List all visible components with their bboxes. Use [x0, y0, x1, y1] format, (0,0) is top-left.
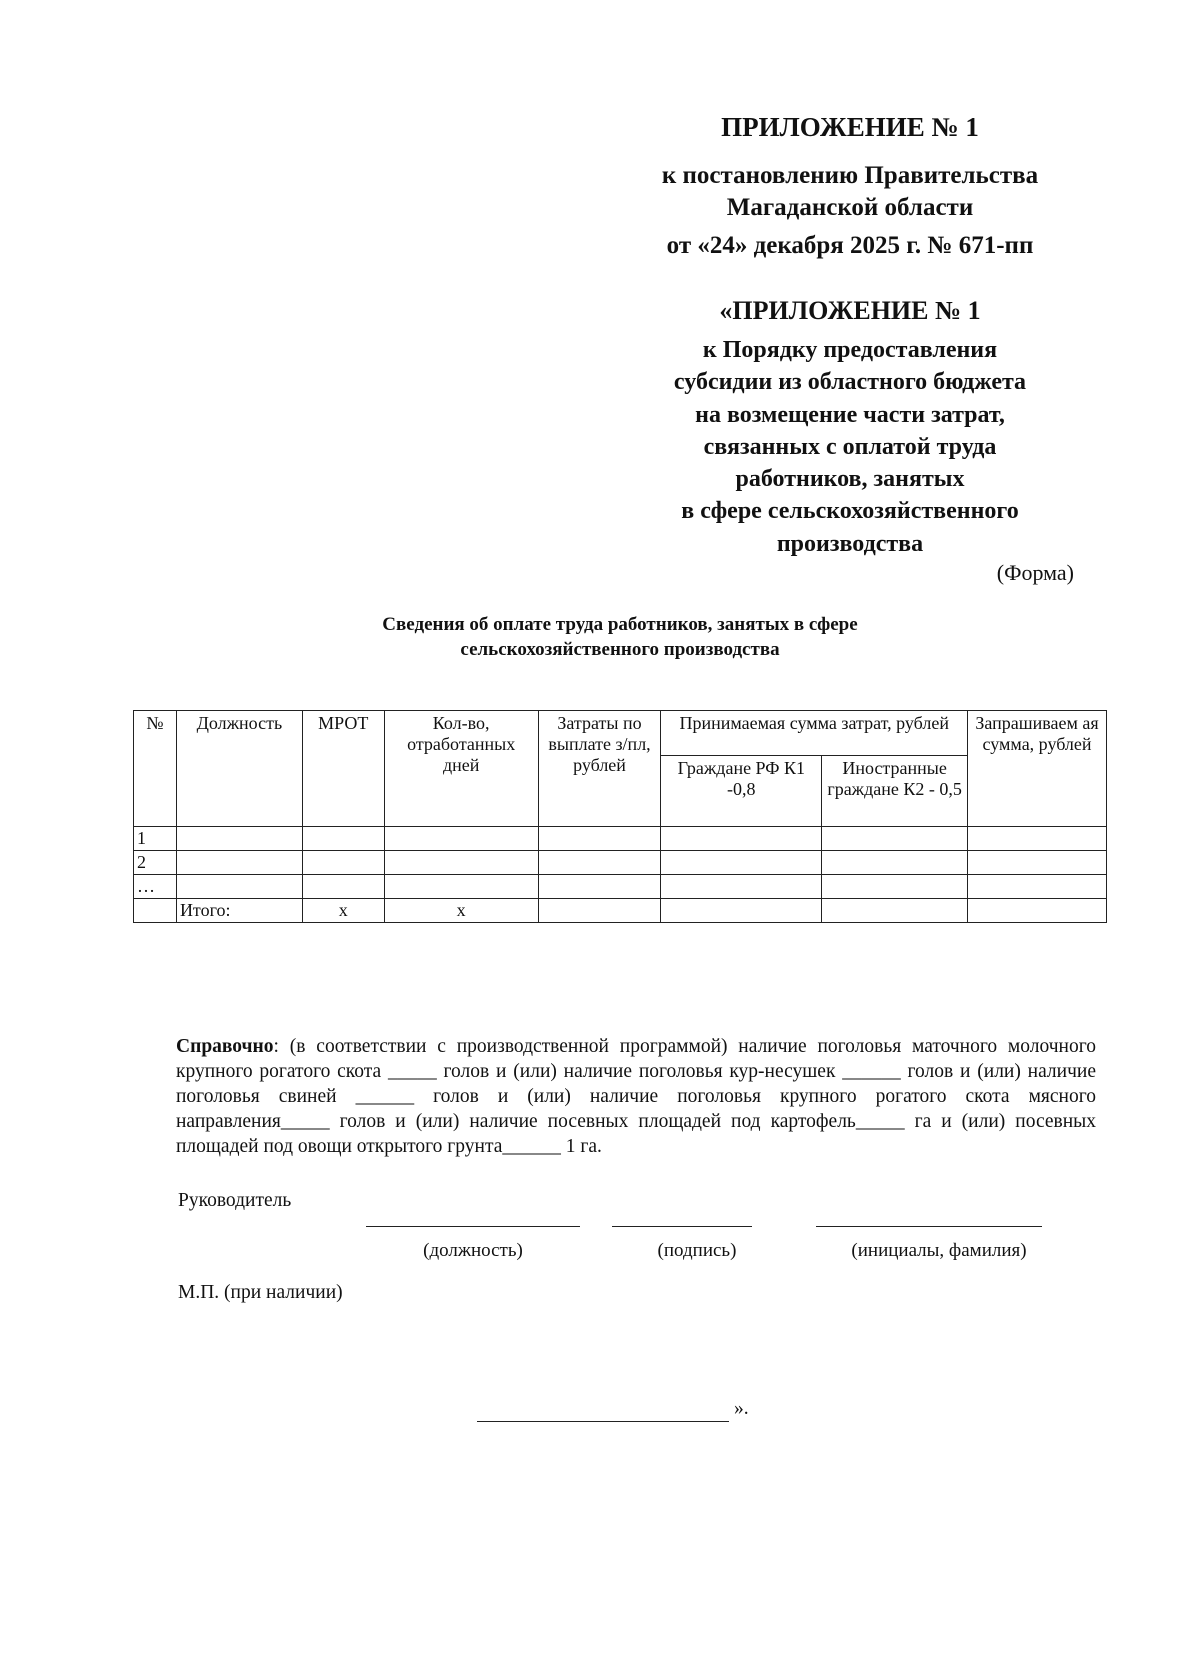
order-line: субсидии из областного бюджета: [673, 369, 1027, 396]
header-requested: Запрашиваем ая сумма, рублей: [968, 711, 1107, 827]
cell-num: 1: [134, 827, 177, 851]
total-requested[interactable]: [968, 899, 1107, 923]
appendix-resolution: [600, 160, 1100, 224]
caption-name: (инициалы, фамилия): [851, 1240, 1027, 1261]
header-position: Должность: [176, 711, 302, 827]
head-label: Руководитель: [178, 1190, 292, 1211]
total-foreign[interactable]: [822, 899, 968, 923]
order-line: в сфере сельскохозяйственного: [681, 498, 1019, 525]
inner-appendix-order: [600, 334, 1100, 560]
name-line[interactable]: [816, 1226, 1042, 1227]
cell-requested[interactable]: [968, 851, 1107, 875]
table-row: [134, 851, 1107, 875]
note-bold-label: Справочно: [176, 1036, 274, 1057]
order-line: работников, занятых: [735, 466, 965, 493]
total-label: Итого:: [176, 899, 302, 923]
table-total-row: [134, 899, 1107, 923]
order-line: к Порядку предоставления: [702, 337, 998, 363]
total-mrot: х: [302, 899, 384, 923]
header-citizens-rf: Граждане РФ К1 -0,8: [661, 756, 822, 827]
cell-days[interactable]: [384, 827, 538, 851]
resolution-line-1: к постановлению Правительства: [661, 162, 1039, 189]
cell-requested[interactable]: [968, 827, 1107, 851]
cell-mrot[interactable]: [302, 827, 384, 851]
header-accepted: Принимаемая сумма затрат, рублей: [661, 711, 968, 756]
document-heading: [300, 612, 940, 662]
resolution-line-2: Магаданской области: [726, 194, 974, 221]
cell-rf[interactable]: [661, 827, 822, 851]
caption-position: (должность): [423, 1240, 523, 1261]
header-mrot: МРОТ: [302, 711, 384, 827]
signature-line[interactable]: [612, 1226, 752, 1227]
cell-mrot[interactable]: [302, 875, 384, 899]
header-days: Кол-во, отработанных дней: [384, 711, 538, 827]
total-costs[interactable]: [538, 899, 661, 923]
header-costs: Затраты по выплате з/пл, рублей: [538, 711, 661, 827]
order-line: на возмещение части затрат,: [695, 401, 1005, 428]
order-line: связанных с оплатой труда: [703, 433, 997, 460]
closing-line: [477, 1421, 729, 1422]
cell-position[interactable]: [176, 875, 302, 899]
cell-costs[interactable]: [538, 851, 661, 875]
appendix-date: от «24» декабря 2025 г. № 671-пп: [666, 232, 1034, 259]
cell-days[interactable]: [384, 875, 538, 899]
inner-appendix-title: «ПРИЛОЖЕНИЕ № 1: [719, 296, 981, 325]
form-label: (Форма): [996, 560, 1074, 585]
cell-rf[interactable]: [661, 875, 822, 899]
caption-signature: (подпись): [657, 1240, 737, 1261]
cell-num: 2: [134, 851, 177, 875]
cell-requested[interactable]: [968, 875, 1107, 899]
cell-position[interactable]: [176, 827, 302, 851]
header-num: №: [134, 711, 177, 827]
cell-position[interactable]: [176, 851, 302, 875]
heading-line-2: сельскохозяйственного производства: [460, 639, 780, 660]
wage-table: [133, 710, 1107, 923]
cell-costs[interactable]: [538, 875, 661, 899]
cell-rf[interactable]: [661, 851, 822, 875]
appendix-title: ПРИЛОЖЕНИЕ № 1: [721, 112, 979, 142]
cell-days[interactable]: [384, 851, 538, 875]
cell-foreign[interactable]: [822, 827, 968, 851]
order-line: производства: [776, 530, 924, 557]
heading-line-1: Сведения об оплате труда работников, занятых в сфере: [382, 614, 858, 635]
table-row: [134, 827, 1107, 851]
closing-quote: ».: [734, 1398, 749, 1419]
total-num: [134, 899, 177, 923]
total-days: х: [384, 899, 538, 923]
stamp-label: М.П. (при наличии): [178, 1282, 343, 1303]
cell-num: …: [134, 875, 177, 899]
cell-foreign[interactable]: [822, 851, 968, 875]
total-rf[interactable]: [661, 899, 822, 923]
reference-note: [176, 1034, 1096, 1159]
cell-costs[interactable]: [538, 827, 661, 851]
cell-mrot[interactable]: [302, 851, 384, 875]
note-text: : (в соответствии с производственной программой) наличие поголовья маточного молочного крупного рогатого скота _____ голов и (или) наличие поголовья кур-несушек ______ голов и (или) наличие поголовья свиней ______ голов и (или) наличие поголовья крупного рогатого скота мясного направления_____ голов и (или) наличие посевных площадей под картофель_____ га и (или) посевных площадей под овощи открытого грунта______ 1 га.: [176, 1036, 1096, 1157]
cell-foreign[interactable]: [822, 875, 968, 899]
header-foreign: Иностранные граждане К2 - 0,5: [822, 756, 968, 827]
table-row: [134, 875, 1107, 899]
position-line[interactable]: [366, 1226, 580, 1227]
